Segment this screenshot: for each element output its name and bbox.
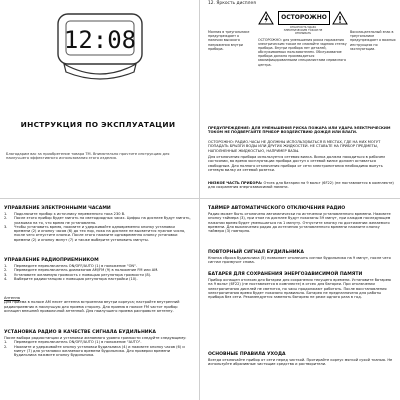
antenna-section: [4, 296, 192, 313]
alarm-heading: УСТАНОВКА РАДИО В КАЧЕСТВЕ СИГНАЛА БУДИЛЬНИКА: [4, 330, 156, 335]
cover-page: [0, 0, 196, 194]
power-plug-text: Для отключения прибора используется сетевая вилка. Вилка должна находиться в рабочем состоянии, во время эксплуатации прибора доступ к сетевой вилке должен оставаться свободным. Для полного отключения прибора от сети электропитания необходимо вынуть сетевую вилку из сетевой розетки.: [208, 155, 385, 173]
lightning-explanation: Молния в треугольнике предупреждает о наличии высокого напряжения внутри прибора.: [208, 30, 250, 51]
operation-page: [0, 202, 196, 400]
document-title: ИНСТРУКЦИЯ ПО ЭКСПЛУАТАЦИИ: [20, 120, 176, 129]
alarm-section: [4, 330, 192, 357]
backup-battery-heading: БАТАРЕЯ ДЛЯ СОХРАНЕНИЯ ЭНЕРГОЗАВИСИМОЙ ПАМЯТИ: [208, 272, 363, 277]
snooze-text: Кнопка сброса будильника (5) позволяет отключить сигнал будильника на 9 минут, после чего сигнал прозвучит снова.: [208, 256, 391, 265]
warning-label: ОСТОРОЖНО: [278, 11, 330, 25]
list-item: 1. Переведите переключатель ON/OFF/AUTO (1) в положение "AUTO".: [4, 340, 142, 345]
clock-display: 12:08: [63, 26, 137, 54]
features-page: [204, 202, 400, 400]
list-item: 2. Переведите переключатель диапазонов AM/FM (9) в положение FM или AM.: [4, 268, 159, 273]
cover-note: Благодарим вас за приобретение товара ТМ. Внимательно прочтите инструкцию для наилучшего эффективного использования этого изделия.: [6, 152, 170, 161]
care-heading: ОСНОВНЫЕ ПРАВИЛА УХОДА: [208, 352, 286, 357]
clock-radio-image: [54, 12, 146, 84]
list-item: 3. Чтобы установить время, нажмите и удерживайте одновременно кнопку установки времени (2) и кнопку часов (6) до тех пор, пока на дисплее не высветится нужное число, после чего отпустите кнопки. После этого нажмите одновременно кнопку установки времени (2) и кнопку минут (7) и также выберите установить минуты.: [4, 224, 186, 242]
list-item: 4. Выберите радиостанцию с помощью регулятора настройки (10).: [4, 276, 138, 281]
clock-heading: УПРАВЛЕНИЕ ЭЛЕКТРОННЫМИ ЧАСАМИ: [4, 206, 111, 211]
list-item: 2. Нажмите и удерживайте кнопку установки будильника (4) и нажмите кнопку часов (6) и минут (7) для установки желаемого времени будильника. Для проверки времени будильника нажмите кнопку будильника.: [4, 344, 185, 358]
radio-heading: УПРАВЛЕНИЕ РАДИОПРИЕМНИКОМ: [4, 258, 99, 263]
lightning-warning-icon: [258, 11, 274, 25]
exclamation-warning-icon: [332, 11, 348, 25]
caution-text: ОСТОРОЖНО: РАДИО-ЧАСЫ НЕ ДОЛЖНЫ ИСПОЛЬЗОВАТЬСЯ В МЕСТАХ, ГДЕ НА НИХ МОГУТ ПОПАДАТЬ БРЫЗГИ ВОДЫ ИЛИ ДРУГИХ ЖИДКОСТЕЙ. НЕ СТАВЬТЕ НА ПРИБОР ПРЕДМЕТЫ, НАПОЛНЕННЫЕ ЖИДКОСТЬЮ, НАПРИМЕР ВАЗЫ.: [208, 140, 381, 153]
list-item: 1. Переведите переключатель ON/OFF/AUTO (1) в положение "ON".: [4, 264, 137, 268]
care-text: Всегда отключайте прибор от сети перед чисткой. Протирайте корпус мягкой сухой тканью. Не используйте абразивные чистящие средства и растворители.: [208, 358, 393, 367]
snooze-heading: ПОВТОРНЫЙ СИГНАЛ БУДИЛЬНИКА: [208, 250, 304, 255]
exclamation-explanation: Восклицательный знак в треугольнике предупреждает о важных инструкциях по эксплуатации.: [350, 30, 396, 51]
warning-block: [208, 10, 396, 122]
list-item: 1. Подключите прибор к источнику переменного тока 230 В.: [4, 212, 126, 216]
warning-panel: [258, 10, 348, 122]
radio-section: [4, 258, 192, 281]
warnings-page: [204, 0, 400, 194]
list-item: 2. После этого прибор будет мигать на светодиодных часах. Цифры на дисплее будут мигать, указывая на то, что время не установлено.: [4, 216, 191, 225]
antenna-label: Антенна: [4, 296, 21, 300]
warning-subtitle: ОПАСНОСТЬ УДАРА ЭЛЕКТРИЧЕСКИМ ТОКОМ НЕ ОТКРЫВАТЬ: [283, 26, 323, 36]
warning-text: ОСТОРОЖНО: для уменьшения риска поражения электрическим током не снимайте заднюю стенку прибора. Внутри прибора нет деталей, обслуживаемых пользователем. Обслуживание прибора должно производиться квалифицированными специалистами сервисного центра.: [258, 38, 347, 67]
snooze-section: [208, 250, 396, 265]
sleep-timer-heading: ТАЙМЕР АВТОМАТИЧЕСКОГО ОТКЛЮЧЕНИЯ РАДИО: [208, 206, 346, 211]
page-divider-horizontal: [0, 198, 400, 199]
battery-note: НИЗКОЕ ЧАСТЬ ПРИБОРА: Отсек для батареи на 9 вольт (6F22) (не поставляется в комплекте) для сохранения энергозависимой памяти.: [208, 181, 394, 190]
care-section: [208, 352, 396, 367]
antenna-text: Для приема в полосе AM несет антенна встроенная внутри корпуса; настройте внутренний радиоприемник в наилучшую для приема сторону. Для приема в полосе FM частот прибор оснащен внешней проволочной антенной. Для наилучшего приема расправьте антенну.: [4, 300, 180, 313]
sleep-timer-section: [208, 206, 396, 233]
backup-battery-text: Прибор оснащен отсеком для батареи для сохранения текущего времени. Установите батарею на 9 вольт (6F22) (не поставляется в комплекте) в отсек для батареи. При отключении электропитания дисплей не светится, но часы продолжают работать. После восстановления электропитания время будет показано правильно. Батарея не предназначена для работы прибора без сети. Рекомендуется заменять батарею не реже одного раза в год.: [208, 278, 391, 300]
sleep-timer-text: Радио может быть отключено автоматически по истечении установленного времени. Нажмите кнопку таймера (3), при этом на дисплее будут показаны 59 минут, при каждом последующем нажатии время будет уменьшаться на 1 минуту. Отпустите кнопку по достижении желаемого времени. Для выключения радио до истечения установленного времени нажмите кнопку таймера (3) повторно.: [208, 212, 391, 234]
backup-battery-section: [208, 272, 396, 299]
list-item: 3. Установите желаемую громкость с помощью регулятора громкости (8).: [4, 272, 152, 277]
section-heading: 12. Яркость дисплея: [208, 1, 256, 6]
clock-section: [4, 206, 192, 242]
caution-heading: ПРЕДУПРЕЖДЕНИЕ: ДЛЯ УМЕНЬШЕНИЯ РИСКА ПОЖАРА ИЛИ УДАРА ЭЛЕКТРИЧЕСКИМ ТОКОМ НЕ ПОДВЕРГАЙТЕ ПРИБОР ВОЗДЕЙСТВИЮ ДОЖДЯ ИЛИ ВЛАГИ.: [208, 126, 391, 135]
page-divider-vertical: [199, 0, 200, 400]
alarm-intro: После выбора радиостанции и установки желаемого уровня громкости следуйте следующему:: [4, 336, 187, 340]
